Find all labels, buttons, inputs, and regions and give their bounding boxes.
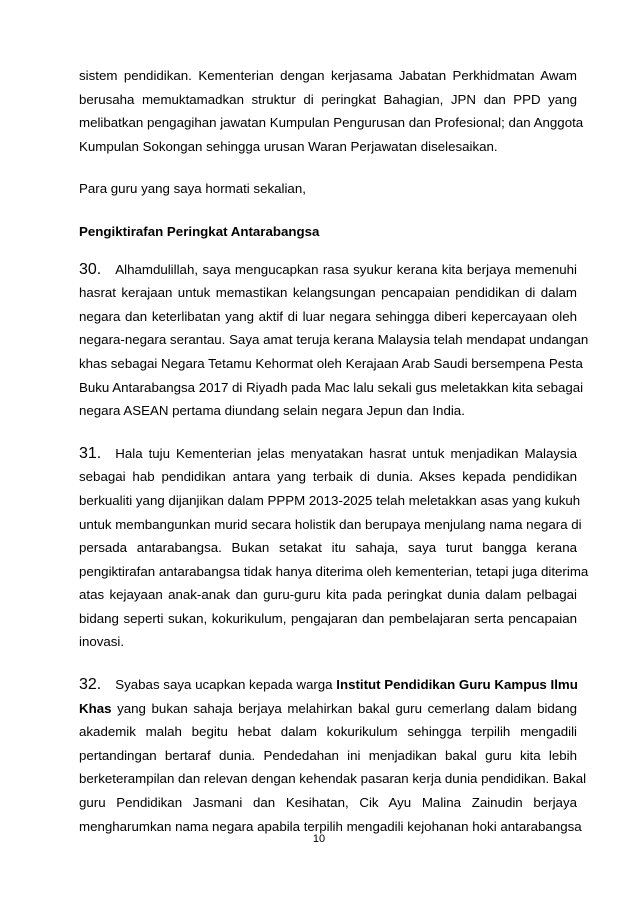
text-line: untuk membangunkan murid secara holistik dan berupaya menjulang nama negara di xyxy=(79,516,582,532)
greeting-text: Para guru yang saya hormati sekalian, xyxy=(79,181,306,197)
text-line xyxy=(79,442,577,466)
text-segment: Hala tuju Kementerian jelas menyatakan hasrat untuk menjadikan Malaysia xyxy=(115,445,577,461)
text-line: mengharumkan nama negara apabila terpilih mengadili kejohanan hoki antarabangsa xyxy=(79,818,582,834)
text-line: sebagai hab pendidikan antara yang terbaik di dunia. Akses kepada pendidikan xyxy=(79,469,577,485)
paragraph-31 xyxy=(79,442,589,654)
paragraph-number: 30. xyxy=(79,260,102,278)
text-line xyxy=(79,673,577,697)
text-line xyxy=(79,258,577,282)
text-line: pertandingan bertaraf dunia. Pendedahan ini menjadikan bakal guru kita lebih xyxy=(79,747,577,763)
text-line: negara dan keterlibatan yang aktif di luar negara sehingga diberi kepercayaan oleh xyxy=(79,308,577,324)
text-line: khas sebagai Negara Tetamu Kehormat oleh Kerajaan Arab Saudi bersempena Pesta xyxy=(79,355,583,371)
text-line: atas kejayaan anak-anak dan guru-guru kita pada peringkat dunia dalam pelbagai xyxy=(79,587,577,603)
paragraph-number: 31. xyxy=(79,444,102,462)
text-line: berkualiti yang dijanjikan dalam PPPM 2013-2025 telah meletakkan asas yang kukuh xyxy=(79,492,581,508)
intro-paragraph xyxy=(79,64,584,158)
text-line: Buku Antarabangsa 2017 di Riyadh pada Mac lalu sekali gus meletakkan kita sebagai xyxy=(79,379,584,395)
text-line: guru Pendidikan Jasmani dan Kesihatan, Cik Ayu Malina Zainudin berjaya xyxy=(79,795,577,811)
section-heading: Pengiktirafan Peringkat Antarabangsa xyxy=(79,223,320,239)
text-line: persada antarabangsa. Bukan setakat itu sahaja, saya turut bangga kerana xyxy=(79,540,577,556)
greeting-paragraph xyxy=(79,177,577,201)
text-line: negara ASEAN pertama diundang selain negara Jepun dan India. xyxy=(79,403,465,419)
document-body xyxy=(79,64,589,838)
text-line: inovasi. xyxy=(79,634,125,650)
text-segment: yang bukan sahaja berjaya melahirkan bakal guru cemerlang dalam bidang xyxy=(111,700,577,716)
text-line: pengiktirafan antarabangsa tidak hanya diterima oleh kementerian, tetapi juga diterima xyxy=(79,563,589,579)
text-line: hasrat kerajaan untuk memastikan kelangsungan pencapaian pendidikan di dalam xyxy=(79,285,577,301)
paragraph-32 xyxy=(79,673,587,838)
text-line: akademik malah begitu hebat dalam kokurikulum sehingga terpilih mengadili xyxy=(79,724,577,740)
text-segment: Syabas saya ucapkan kepada warga xyxy=(115,677,337,693)
page-number: 10 xyxy=(312,833,326,845)
institution-name-cont: Khas xyxy=(79,700,112,716)
text-line: Kumpulan Sokongan sehingga urusan Waran Perjawatan diselesaikan. xyxy=(79,138,498,154)
text-line: negara-negara serantau. Saya amat teruja kerana Malaysia telah mendapat undangan xyxy=(79,332,589,348)
text-line: berketerampilan dan relevan dengan kehendak pasaran kerja dunia pendidikan. Bakal xyxy=(79,771,587,787)
text-line: melibatkan pengagihan jawatan Kumpulan Pengurusan dan Profesional; dan Anggota xyxy=(79,115,584,131)
institution-name: Institut Pendidikan Guru Kampus Ilmu xyxy=(336,677,578,693)
text-line: sistem pendidikan. Kementerian dengan kerjasama Jabatan Perkhidmatan Awam xyxy=(79,68,577,83)
text-line xyxy=(79,697,577,721)
text-line: berusaha memuktamadkan struktur di peringkat Bahagian, JPN dan PPD yang xyxy=(79,91,577,107)
text-line: bidang seperti sukan, kokurikulum, pengajaran dan pembelajaran serta pencapaian xyxy=(79,610,577,626)
paragraph-number: 32. xyxy=(79,676,102,694)
text-segment: Alhamdulillah, saya mengucapkan rasa syukur kerana kita berjaya memenuhi xyxy=(115,261,577,277)
paragraph-30 xyxy=(79,258,589,423)
